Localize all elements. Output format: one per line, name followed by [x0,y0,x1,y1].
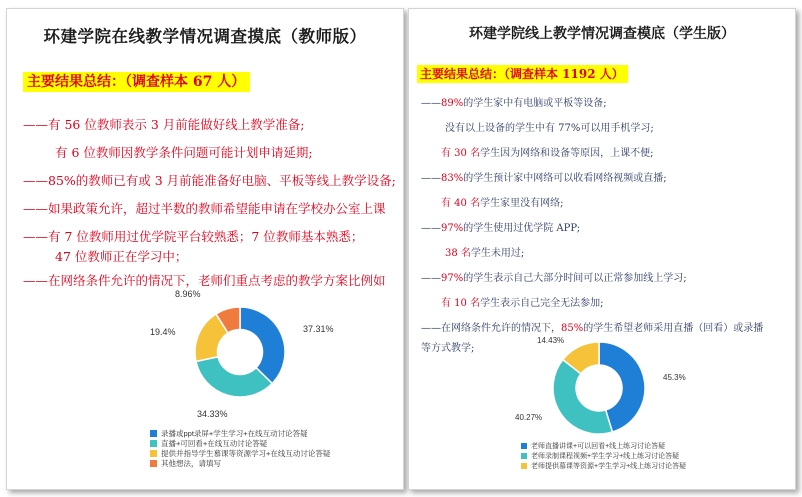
teacher-finding-5: ——在网络条件允许的情况下，老师们重点考虑的教学方案比例如 [23,273,386,288]
student-finding-text: 89% [441,98,464,109]
student-finding-text: 83% [441,173,464,184]
student-finding-text: 97% [441,223,464,234]
student-plan-donut-chart [553,342,645,434]
student-finding-text: ——在网络条件允许的情况下， [421,323,561,334]
teacher-pct-label-2: 34.33% [197,409,228,419]
student-finding-text: 38 名 [445,248,471,259]
student-finding-text: 的学生表示自己大部分时间可以正常参加线上学习; [463,273,687,284]
legend-swatch [521,453,527,459]
student-finding-9 [441,294,603,309]
student-chart-legend [521,441,686,471]
student-finding-text: —— [421,273,441,284]
teacher-donut-slice-1 [240,307,285,383]
student-finding-text: 的学生预计家中网络可以收看网络视频或直播; [463,173,667,184]
student-finding-text: 85% [561,323,584,334]
teacher-finding-1b: 有 6 位教师因教学条件问题可能计划申请延期; [55,145,313,160]
teacher-finding-4b: 47 位教师正在学习中； [55,249,188,264]
teacher-pct-label-4: 8.96% [175,289,201,299]
teacher-pct-label-1: 37.31% [303,324,334,334]
legend-swatch [150,450,157,457]
student-finding-5 [441,194,563,209]
legend-label: 直播+可回看+在线互动讨论答疑 [161,438,268,448]
student-finding-11 [421,339,474,354]
student-finding-text: 有 10 名 [441,298,481,309]
student-finding-text: 学生家里没有网络; [480,198,564,209]
legend-swatch [150,460,157,467]
teacher-pct-label-3: 19.4% [150,327,176,337]
student-finding-text: 97% [441,273,464,284]
teacher-legend-item-2 [150,438,330,448]
legend-label: 老师提供慕课等资源+学生学习+线上练习讨论答疑 [531,463,687,470]
student-finding-text: 的学生家中有电脑或平板等设备; [463,98,607,109]
legend-swatch [150,430,157,437]
student-finding-3 [441,144,653,159]
student-finding-text: 的学生使用过优学院 APP; [463,223,581,234]
teacher-plan-donut-chart [195,307,285,397]
student-finding-text: —— [421,223,441,234]
teacher-legend-item-4 [150,458,330,468]
teacher-legend-item-3 [150,448,330,458]
student-finding-text: 学生表示自己完全无法参加; [480,298,604,309]
student-finding-8 [421,269,687,284]
student-finding-text: 没有以上设备的学生中有 77%可以用手机学习; [445,123,654,134]
student-pct-label-2: 40.27% [515,413,543,422]
student-finding-text: 等方式教学; [421,343,475,354]
student-finding-4 [421,169,667,184]
student-survey-title: 环建学院线上教学情况调查模底（学生版） [469,26,735,42]
legend-swatch [521,463,527,469]
legend-label: 提供并指导学生慕课等资源学习+在线互动讨论答疑 [161,448,331,458]
student-pct-label-1: 45.3% [663,373,686,382]
teacher-finding-1: ——有 56 位教师表示 3 月前能做好线上教学准备; [23,117,305,132]
teacher-survey-panel [6,8,404,490]
student-finding-text: 学生未用过; [470,248,525,259]
student-finding-6 [421,219,580,234]
legend-label: 录播或ppt录屏+学生学习+在线互动讨论答疑 [161,428,308,438]
student-finding-text: 有 30 名 [441,148,481,159]
student-finding-text: 的学生希望老师采用直播（回看）或录播 [583,323,764,334]
student-finding-text: 有 40 名 [441,198,481,209]
teacher-chart-legend [150,428,330,468]
legend-label: 其他想法，请填写 [161,458,221,468]
student-pct-label-3: 14.43% [537,336,565,345]
student-finding-text: 学生因为网络和设备等原因，上课不便; [480,148,654,159]
teacher-finding-2: ——85%的教师已有或 3 月前能准备好电脑、平板等线上教学设备; [23,173,396,188]
teacher-finding-4: ——有 7 位教师用过优学院平台较熟悉；7 位教师基本熟悉； [23,229,364,244]
legend-swatch [150,440,157,447]
teacher-legend-item-1 [150,428,330,438]
teacher-survey-title: 环建学院在线教学情况调查摸底（教师版） [43,27,367,46]
student-summary-heading: 主要结果总结：（调查样本 1192 人） [417,65,628,83]
student-legend-item-2 [521,451,686,461]
student-finding-1 [421,94,607,109]
legend-label: 老师录制课程视频+学生学习+线上练习讨论答疑 [531,453,680,460]
legend-label: 老师直播讲课+可以回看+线上练习讨论答疑 [531,443,666,450]
student-finding-2 [445,119,654,134]
student-finding-text: —— [421,98,441,109]
student-legend-item-3 [521,461,686,471]
teacher-finding-3: ——如果政策允许，超过半数的教师希望能申请在学校办公室上课 [23,201,386,216]
student-finding-7 [445,244,524,259]
legend-swatch [521,443,527,449]
student-survey-panel [408,8,796,490]
student-finding-10 [421,319,763,334]
student-legend-item-1 [521,441,686,451]
student-finding-text: —— [421,173,441,184]
teacher-summary-heading: 主要结果总结：（调查样本 67 人） [23,72,250,92]
